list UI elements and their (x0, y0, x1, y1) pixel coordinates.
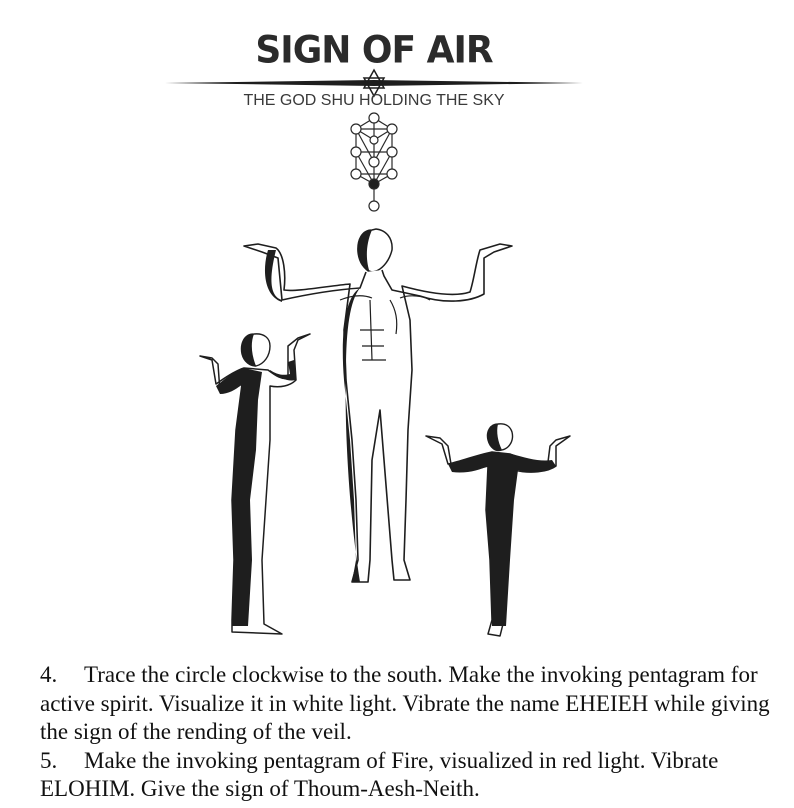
tree-of-life-icon (351, 113, 397, 211)
step-5 (40, 747, 770, 804)
instructions (40, 661, 770, 804)
step-number: 4. (40, 662, 58, 687)
right-figure (426, 424, 570, 636)
step-text: Trace the circle clockwise to the south. Make the invoking pentagram for active spirit. Visualize it in white light. Vibrate the name EHEIEH while giving the sign of the rending of the veil. (40, 662, 770, 744)
step-text: Make the invoking pentagram of Fire, visualized in red light. Vibrate ELOHIM. Give the sign of Thoum-Aesh-Neith. (40, 747, 719, 801)
step-4 (40, 661, 770, 747)
left-figure (200, 334, 310, 634)
page-subtitle: THE GOD SHU HOLDING THE SKY (243, 92, 505, 109)
step-number: 5. (40, 747, 58, 773)
central-figure (244, 229, 512, 582)
page-title: SIGN OF AIR (255, 28, 493, 73)
